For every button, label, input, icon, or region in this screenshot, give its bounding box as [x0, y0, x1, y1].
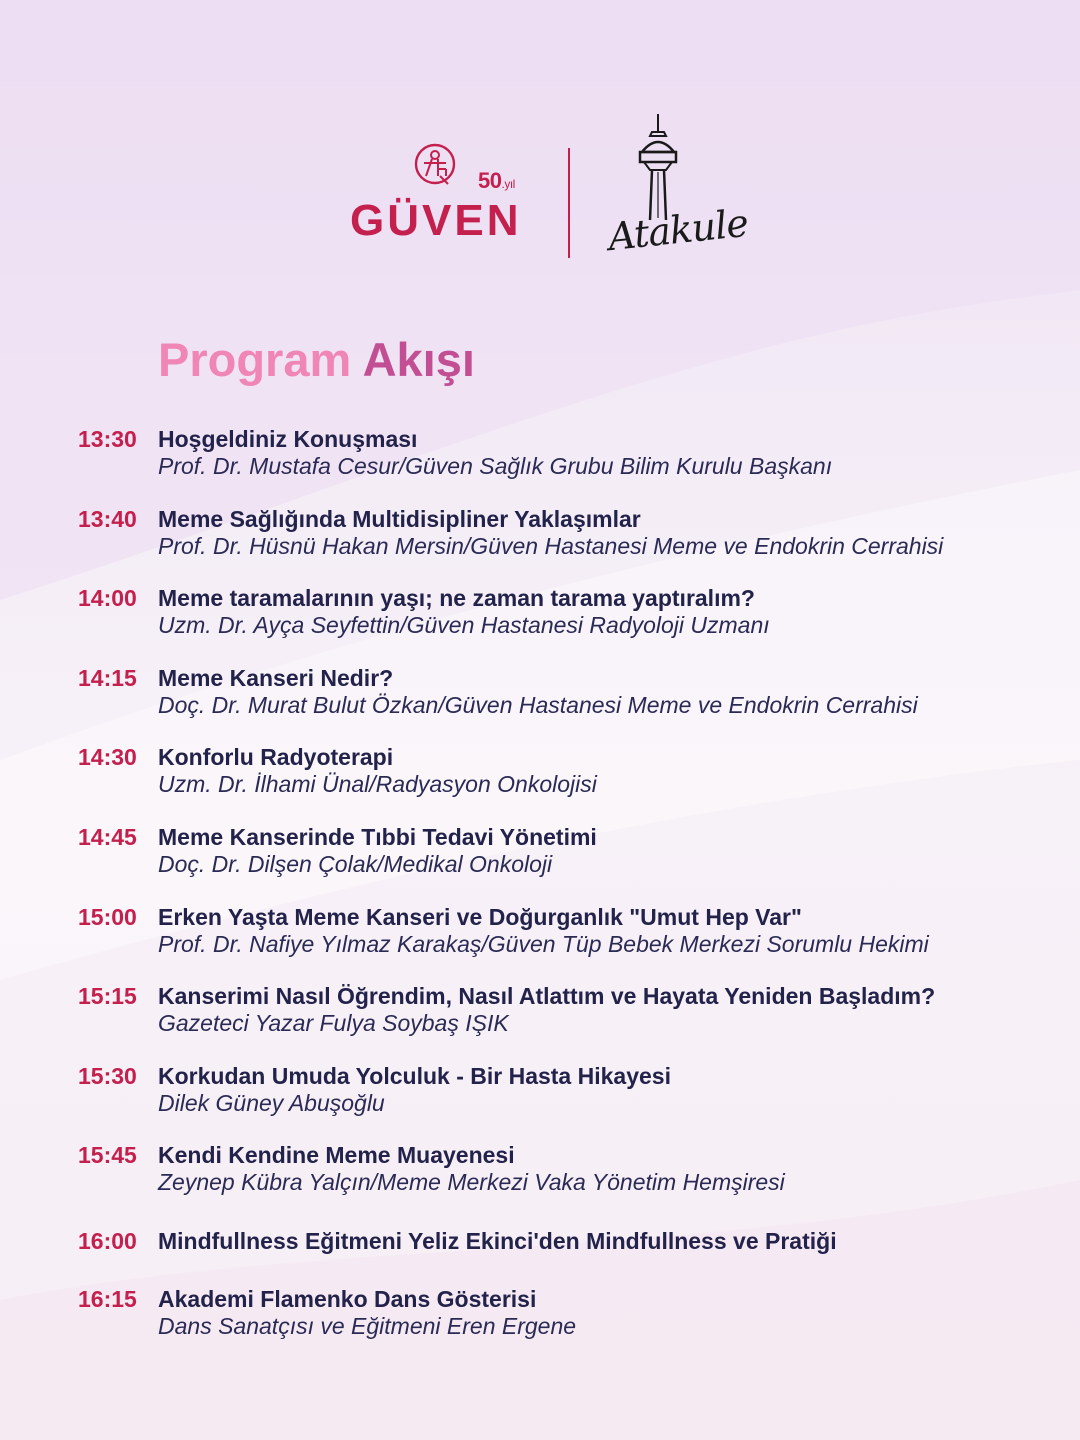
program-time: 14:30 — [78, 744, 137, 771]
program-topic: Kendi Kendine Meme Muayenesi — [158, 1142, 515, 1169]
program-speaker: Prof. Dr. Hüsnü Hakan Mersin/Güven Hastanesi Meme ve Endokrin Cerrahisi — [158, 532, 944, 559]
program-speaker: Uzm. Dr. Ayça Seyfettin/Güven Hastanesi Radyoloji Uzmanı — [158, 612, 770, 639]
program-topic: Meme Kanserinde Tıbbi Tedavi Yönetimi — [158, 823, 597, 850]
program-time: 14:15 — [78, 664, 137, 691]
program-item — [0, 822, 1080, 902]
program-item — [0, 902, 1080, 982]
program-item — [0, 1220, 1080, 1276]
program-item — [0, 504, 1080, 584]
atakule-wordmark: Atakule — [606, 200, 750, 260]
program-time: 15:15 — [78, 983, 137, 1010]
program-speaker: Doç. Dr. Dilşen Çolak/Medikal Onkoloji — [158, 850, 553, 877]
program-time: 13:30 — [78, 426, 137, 452]
program-item — [0, 742, 1080, 822]
program-time: 14:45 — [78, 823, 137, 850]
program-time: 16:15 — [78, 1285, 137, 1312]
program-time: 13:40 — [78, 505, 137, 532]
atakule-logo — [600, 112, 750, 267]
program-topic: Akademi Flamenko Dans Gösterisi — [158, 1285, 537, 1312]
program-topic: Hoşgeldiniz Konuşması — [158, 426, 418, 452]
program-speaker: Dilek Güney Abuşoğlu — [158, 1089, 385, 1116]
page-title: Program Akışı — [158, 333, 475, 386]
program-topic: Meme Sağlığında Multidisipliner Yaklaşımlar — [158, 505, 641, 532]
program-topic: Kanserimi Nasıl Öğrendim, Nasıl Atlattım ve Hayata Yeniden Başladım? — [158, 983, 936, 1010]
program-topic: Erken Yaşta Meme Kanseri ve Doğurganlık "Umut Hep Var" — [158, 903, 802, 930]
program-item — [0, 1140, 1080, 1220]
program-speaker: Uzm. Dr. İlhami Ünal/Radyasyon Onkolojisi — [158, 771, 597, 798]
program-list — [0, 424, 1080, 1356]
program-item — [0, 583, 1080, 663]
program-item — [0, 1276, 1080, 1356]
program-time: 14:00 — [78, 585, 137, 612]
program-time: 15:30 — [78, 1062, 137, 1089]
program-item — [0, 1061, 1080, 1141]
program-speaker: Prof. Dr. Mustafa Cesur/Güven Sağlık Grubu Bilim Kurulu Başkanı — [158, 453, 833, 479]
guven-logo — [346, 138, 536, 248]
program-topic: Mindfullness Eğitmeni Yeliz Ekinci'den Mindfullness ve Pratiği — [158, 1227, 837, 1254]
header — [0, 0, 1080, 300]
program-time: 15:45 — [78, 1142, 137, 1169]
program-time: 15:00 — [78, 903, 137, 930]
anniversary-badge: 50.yıl — [478, 168, 515, 193]
program-topic: Konforlu Radyoterapi — [158, 744, 394, 771]
program-topic: Meme Kanseri Nedir? — [158, 664, 394, 691]
program-item — [0, 663, 1080, 743]
program-time: 16:00 — [78, 1227, 137, 1254]
program-item — [0, 981, 1080, 1061]
program-speaker: Zeynep Kübra Yalçın/Meme Merkezi Vaka Yönetim Hemşiresi — [158, 1169, 785, 1196]
program-speaker: Doç. Dr. Murat Bulut Özkan/Güven Hastanesi Meme ve Endokrin Cerrahisi — [158, 691, 918, 718]
guven-wordmark: GÜVEN — [350, 196, 522, 245]
program-topic: Meme taramalarının yaşı; ne zaman tarama yaptıralım? — [158, 585, 755, 612]
program-item — [0, 424, 1080, 504]
logo-divider — [568, 148, 570, 258]
program-topic: Korkudan Umuda Yolculuk - Bir Hasta Hikayesi — [158, 1062, 671, 1089]
program-speaker: Dans Sanatçısı ve Eğitmeni Eren Ergene — [158, 1312, 577, 1339]
guven-monogram-icon — [412, 142, 458, 190]
program-speaker: Gazeteci Yazar Fulya Soybaş IŞIK — [158, 1010, 509, 1037]
program-speaker: Prof. Dr. Nafiye Yılmaz Karakaş/Güven Tüp Bebek Merkezi Sorumlu Hekimi — [158, 930, 929, 957]
